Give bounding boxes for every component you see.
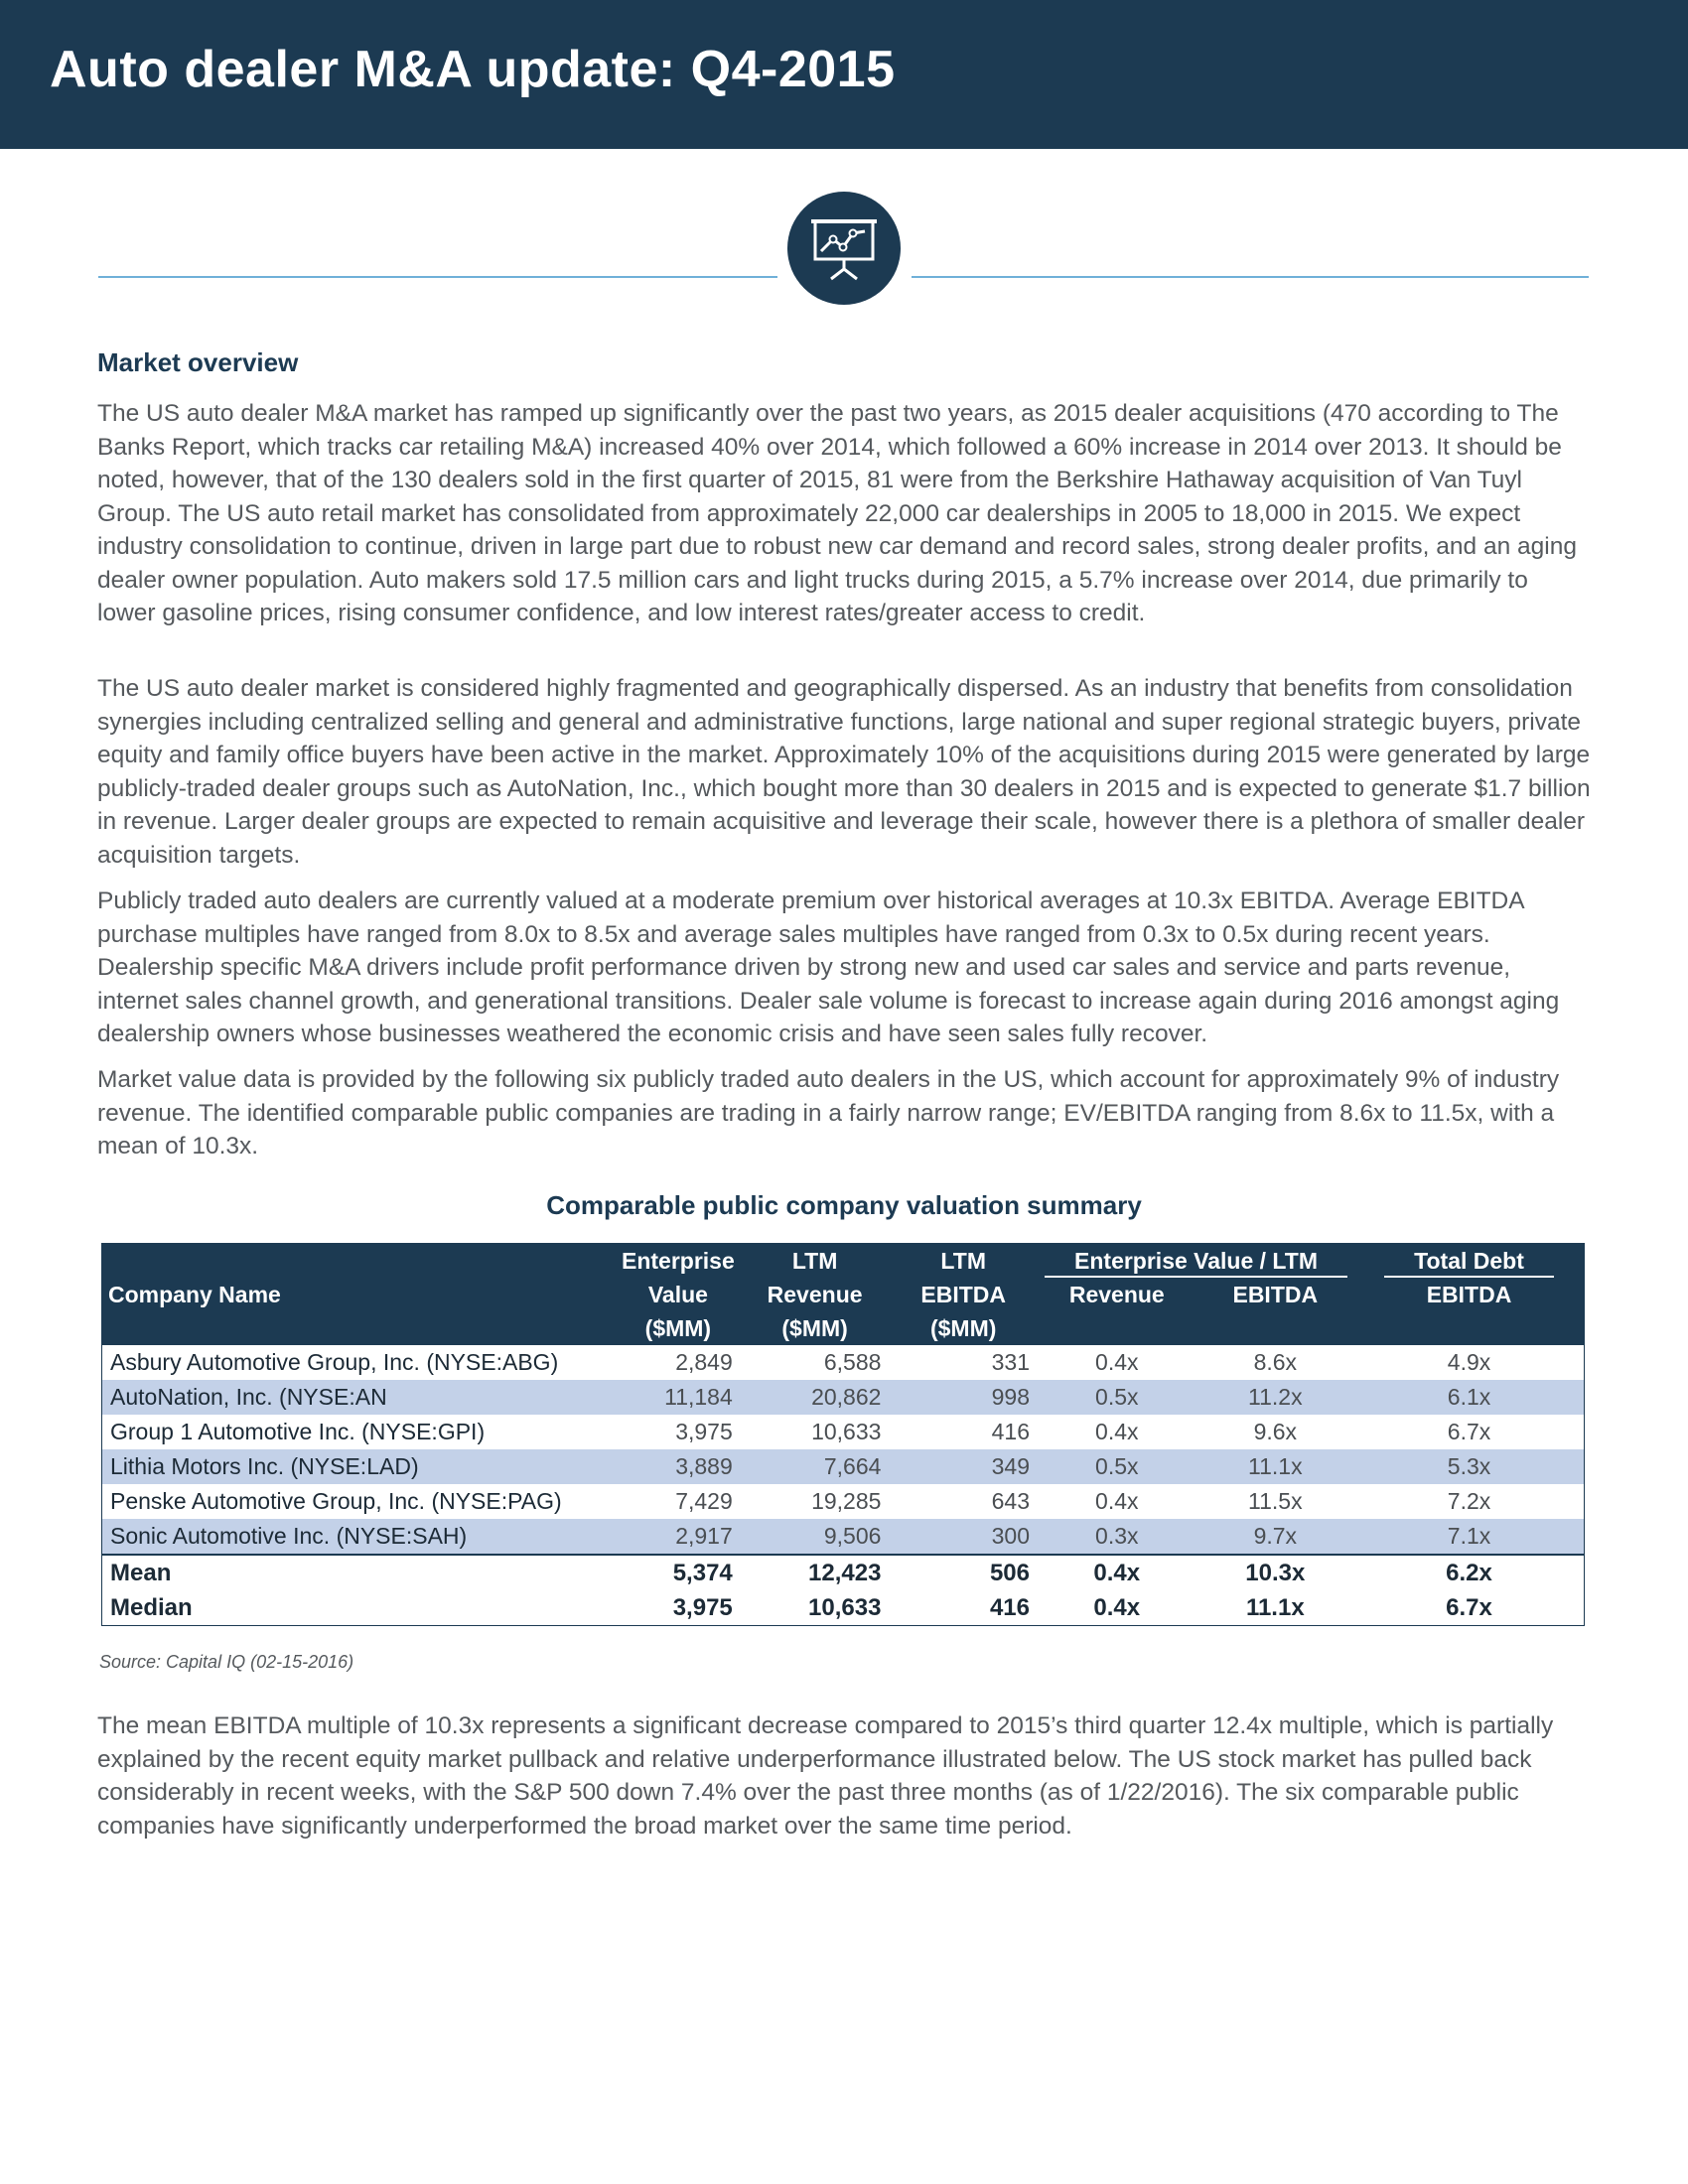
table-row	[102, 1345, 1584, 1380]
enterprise-value: 5,374	[616, 1555, 741, 1590]
ev-ebitda: 11.1x	[1248, 1453, 1303, 1479]
overview-paragraph-3: Publicly traded auto dealers are currently valued at a moderate premium over historical averages at 10.3x EBITDA. Average EBITDA purchase multiples have ranged from 8.0x to 8.5x and average sales multiples have ranged from 0.3x to 0.5x during recent years. Dealership specific M&A drivers include profit performance driven by strong new and used car sales and service and parts revenue, internet sales channel growth, and generational transitions. Dealer sale volume is forecast to increase again during 2016 amongst aging dealership owners whose businesses weathered the economic crisis and have seen sales fully recover.	[97, 887, 1560, 1047]
ltm-ebitda: 416	[991, 1419, 1030, 1444]
ltm-revenue: 10,633	[808, 1593, 882, 1621]
ev-revenue: 0.5x	[1095, 1384, 1139, 1410]
header-ev-ltm-group-label: Enterprise Value / LTM	[1045, 1248, 1347, 1278]
header-ev-rev: Revenue	[1068, 1281, 1165, 1307]
valuation-table	[101, 1243, 1585, 1626]
debt-ebitda: 7.2x	[1447, 1488, 1491, 1514]
enterprise-value: 2,917	[675, 1523, 733, 1549]
summary-label: Mean	[102, 1555, 616, 1590]
divider-right	[912, 276, 1589, 278]
company-name: Group 1 Automotive Inc. (NYSE:GPI)	[110, 1419, 486, 1444]
ltm-revenue: 9,506	[823, 1523, 882, 1549]
ltm-revenue: 12,423	[741, 1555, 890, 1590]
ev-ebitda: 11.5x	[1248, 1488, 1303, 1514]
ltm-revenue: 6,588	[823, 1349, 882, 1375]
ev-ebitda: 10.3x	[1196, 1555, 1354, 1590]
ltm-revenue: 20,862	[811, 1384, 882, 1410]
table-row	[102, 1415, 1584, 1449]
ev-ebitda: 8.6x	[1253, 1349, 1298, 1375]
ev-revenue: 0.4x	[1093, 1593, 1141, 1621]
ltm-revenue: 19,285	[811, 1488, 882, 1514]
company-name: Sonic Automotive Inc. (NYSE:SAH)	[110, 1523, 468, 1549]
header-ev-2: Value	[647, 1281, 708, 1307]
debt-ebitda: 6.2x	[1354, 1555, 1584, 1590]
debt-ebitda: 6.1x	[1447, 1384, 1491, 1410]
ev-ebitda: 11.2x	[1248, 1384, 1303, 1410]
enterprise-value: 3,889	[675, 1453, 733, 1479]
summary-label: Median	[110, 1593, 193, 1621]
ltm-ebitda: 416	[989, 1593, 1030, 1621]
ev-revenue: 0.4x	[1095, 1349, 1139, 1375]
page-header	[0, 0, 1688, 149]
ltm-ebitda: 506	[889, 1555, 1038, 1590]
table-row	[102, 1449, 1584, 1484]
debt-ebitda: 5.3x	[1447, 1453, 1491, 1479]
ev-revenue: 0.3x	[1095, 1523, 1139, 1549]
ev-revenue: 0.4x	[1038, 1555, 1196, 1590]
header-ev-3: ($MM)	[644, 1314, 712, 1341]
closing-paragraph: The mean EBITDA multiple of 10.3x represents a significant decrease compared to 2015’s third quarter 12.4x multiple, which is partially explained by the recent equity market pullback and relative underperformance illustrated below. The US stock market has pulled back considerably in recent weeks, with the S&P 500 down 7.4% over the past three months (as of 1/22/2016). The six comparable public companies have significantly underperformed the broad market over the same time period.	[97, 1712, 1554, 1840]
header-company: Company Name	[108, 1281, 281, 1307]
enterprise-value: 3,975	[675, 1419, 733, 1444]
enterprise-value: 7,429	[675, 1488, 733, 1514]
table-title: Comparable public company valuation summary	[546, 1190, 1142, 1220]
ev-revenue: 0.4x	[1095, 1488, 1139, 1514]
ltm-ebitda: 300	[991, 1523, 1030, 1549]
header-rev-2: Revenue	[767, 1281, 863, 1307]
summary-row-median	[102, 1590, 1584, 1625]
ev-revenue: 0.4x	[1095, 1419, 1139, 1444]
header-ebitda-2: EBITDA	[920, 1281, 1007, 1307]
enterprise-value: 3,975	[672, 1593, 733, 1621]
ltm-revenue: 7,664	[823, 1453, 882, 1479]
overview-paragraph-2: The US auto dealer market is considered highly fragmented and geographically dispersed. As an industry that benefits from consolidation synergies including centralized selling and general and administrative functions, large national and super regional strategic buyers, private equity and family office buyers have been active in the market. Approximately 10% of the acquisitions during 2015 were generated by large publicly-traded dealer groups such as AutoNation, Inc., which bought more than 30 dealers in 2015 and is expected to generate $1.7 billion in revenue. Larger dealer groups are expected to remain acquisitive and leverage their scale, however there is a plethora of smaller dealer acquisition targets.	[97, 675, 1591, 869]
header-ev-ltm-group	[1038, 1244, 1354, 1278]
header-debt-1-label: Total Debt	[1384, 1248, 1554, 1278]
header-ebitda-1: LTM	[940, 1247, 986, 1274]
table-row	[102, 1484, 1584, 1519]
header-debt-2: EBITDA	[1426, 1281, 1512, 1307]
ev-ebitda: 9.7x	[1253, 1523, 1298, 1549]
divider-left	[98, 276, 777, 278]
debt-ebitda: 6.7x	[1447, 1419, 1491, 1444]
debt-ebitda: 7.1x	[1447, 1523, 1491, 1549]
ev-ebitda: 9.6x	[1253, 1419, 1298, 1444]
enterprise-value: 2,849	[675, 1349, 733, 1375]
ev-revenue: 0.5x	[1095, 1453, 1139, 1479]
header-ebitda-3: ($MM)	[929, 1314, 997, 1341]
ltm-revenue: 10,633	[811, 1419, 882, 1444]
table-source-note: Source: Capital IQ (02-15-2016)	[99, 1652, 354, 1672]
debt-ebitda: 4.9x	[1447, 1349, 1491, 1375]
table-row	[102, 1519, 1584, 1555]
ev-ebitda: 11.1x	[1245, 1593, 1305, 1621]
overview-paragraph-1: The US auto dealer M&A market has ramped up significantly over the past two years, as 2015 dealer acquisitions (470 according to The Banks Report, which tracks car retailing M&A) increased 40% over 2014, which followed a 60% increase in 2014 over 2013. It should be noted, however, that of the 130 dealers sold in the first quarter of 2015, 81 were from the Berkshire Hathaway acquisition of Van Tuyl Group. The US auto retail market has consolidated from approximately 22,000 car dealerships in 2005 to 18,000 in 2015. We expect industry consolidation to continue, driven in large part due to robust new car demand and record sales, strong dealer profits, and an aging dealer owner population. Auto makers sold 17.5 million cars and light trucks during 2015, a 5.7% increase over 2014, due primarily to lower gasoline prices, rising consumer confidence, and low interest rates/greater access to credit.	[97, 400, 1577, 626]
table-header	[102, 1244, 1584, 1345]
debt-ebitda: 6.7x	[1446, 1593, 1492, 1621]
section-title-market-overview: Market overview	[97, 347, 299, 377]
company-name: Penske Automotive Group, Inc. (NYSE:PAG)	[110, 1488, 562, 1514]
summary-row-mean	[102, 1555, 1584, 1590]
enterprise-value: 11,184	[664, 1384, 733, 1410]
ltm-ebitda: 998	[991, 1384, 1030, 1410]
ltm-ebitda: 349	[991, 1453, 1030, 1479]
header-ev-ebitda: EBITDA	[1232, 1281, 1319, 1307]
header-ev-1: Enterprise	[622, 1247, 735, 1274]
table-row	[102, 1380, 1584, 1415]
header-rev-3: ($MM)	[781, 1314, 848, 1341]
presentation-chart-icon	[787, 192, 901, 305]
overview-paragraph-4: Market value data is provided by the following six publicly traded auto dealers in the US, which account for approximately 9% of industry revenue. The identified comparable public companies are trading in a fairly narrow range; EV/EBITDA ranging from 8.6x to 11.5x, with a mean of 10.3x.	[97, 1066, 1560, 1160]
company-name: Asbury Automotive Group, Inc. (NYSE:ABG)	[110, 1349, 559, 1375]
ltm-ebitda: 643	[991, 1488, 1030, 1514]
company-name: Lithia Motors Inc. (NYSE:LAD)	[110, 1453, 419, 1479]
page-title: Auto dealer M&A update: Q4-2015	[50, 41, 896, 98]
header-rev-1: LTM	[791, 1247, 838, 1274]
header-debt-1	[1354, 1244, 1584, 1278]
company-name: AutoNation, Inc. (NYSE:AN	[110, 1384, 387, 1410]
ltm-ebitda: 331	[991, 1349, 1030, 1375]
